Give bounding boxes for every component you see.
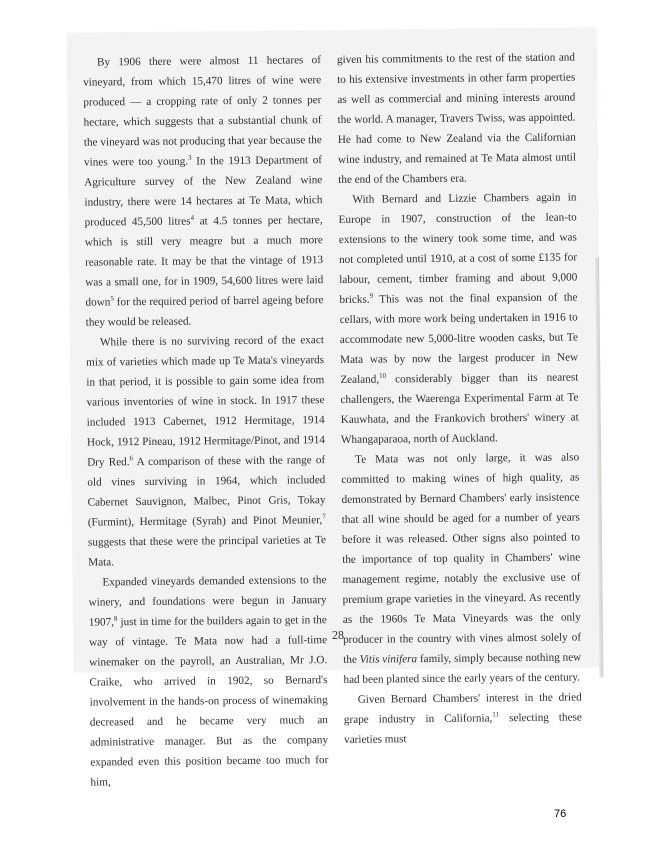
right-text-column <box>337 47 582 749</box>
footnote-reference: 7 <box>322 512 326 521</box>
text-run: considerably bigger than its nearest challengers, the Waerenga Experimental Farm at Te Kauwhata, and the Frankovich brothers' winery at Whangaparaoa, north of Auckland. <box>340 371 579 446</box>
text-run: suggests that these were the principal varieties at Te Mata. <box>87 534 327 569</box>
footnote-reference: 9 <box>369 291 374 300</box>
footnote-reference: 10 <box>379 371 387 380</box>
book-page-number: 28 <box>331 627 345 643</box>
text-run: In the 1913 Department of Agriculture survey of the New Zealand wine industry, there were 14 hectares at Te Mata, which produced 45,500 litres <box>84 154 323 229</box>
scanned-book-page <box>67 27 604 789</box>
text-run: at 4.5 tonnes per hectare, which is still very meagre but a much more reasonable rate. It may be that the vintage of 1913 was a small one, for in 1909, 54,600 litres were laid down <box>84 214 324 309</box>
text-run: just in time for the builders again to get in the way of vintage. Te Mata now had a full-time winemaker on the payroll, an Australian, Mr J.O. Craike, who arrived in 1902, so Bernard's involvement in the hands-on process of winemaking decreased and he became very much an administrative manager. But as the company expanded even this position became too much for him, <box>88 614 329 789</box>
document-page-number: 76 <box>554 808 567 820</box>
text-run: given his commitments to the rest of the station and to his extensive investments in other farm properties as well as commercial and mining interests around the world. A manager, Travers Twiss, was appointed. He had come to New Zealand via the Californian wine industry, and remained at Te Mata almost until the end of the Chambers era. <box>336 51 577 186</box>
text-run: for the required period of barrel ageing before they would be released. <box>85 294 324 329</box>
paragraph <box>88 570 328 792</box>
footnote-reference: 6 <box>129 454 134 463</box>
paragraph <box>344 687 583 749</box>
footnote-reference: 11 <box>492 710 500 719</box>
left-text-column <box>83 50 329 792</box>
text-run: family, simply because nothing new had been planted since the early years of the century. <box>343 651 582 686</box>
scan-edge-shadow <box>595 257 603 677</box>
text-run: By 1906 there were almost 11 hectares of vineyard, from which 15,470 litres of wine were produced — a cropping rate of only 2 tonnes per hectare, which suggests that a substantial chunk of the vineyard was not producing that year because the vines were too young. <box>83 54 322 169</box>
footnote-reference: 5 <box>110 294 114 303</box>
text-run: Given Bernard Chambers' interest in the dried grape industry in California, <box>343 691 582 726</box>
paragraph <box>83 50 324 332</box>
text-run: With Bernard and Lizzie Chambers again in Europe in 1907, construction of the lean-to extensions to the winery took some time, and was not completed until 1910, at a cost of some £135 for labour, cement, timber framing and about 9,000 bricks. <box>338 191 578 306</box>
footnote-reference: 4 <box>190 213 195 222</box>
text-run: A comparison of these with the range of old vines surviving in 1964, which included Cabernet Sauvignon, Malbec, Pinot Gris, Tokay (Furmint), Hermitage (Syrah) and Pinot Meunier, <box>87 454 326 529</box>
text-run: selecting these varieties must <box>344 711 582 746</box>
footnote-reference: 3 <box>188 153 192 162</box>
footnote-reference: 8 <box>113 614 118 623</box>
paragraph <box>341 447 582 689</box>
paragraph <box>337 47 576 189</box>
italic-term: Vitis vinifera <box>359 653 418 666</box>
text-run: Te Mata was not only large, it was also committed to making wines of high quality, as demonstrated by Bernard Chambers' early insistence that all wine should be aged for a number of years before it was released. Other signs also pointed to the importance of top quality in Chambers' wine management regime, notably the exclusive use of premium grape varieties in the vineyard. As recently as the 1960s Te Mata Vineyards was the only producer in the country with vines almost solely of the <box>341 451 582 666</box>
text-run: This was not the final expansion of the cellars, with more work being undertaken in 1916 to accommodate new 5,000-litre wooden casks, but Te Mata was by now the largest producer in New Zealand, <box>339 291 579 386</box>
text-run: Expanded vineyards demanded extensions to the winery, and foundations were begun in January 1907, <box>88 574 327 629</box>
paragraph <box>338 187 579 449</box>
paragraph <box>86 330 327 572</box>
text-run: While there is no surviving record of the exact mix of varieties which made up Te Mata's vineyards in that period, it is possible to gain some idea from various inventories of wine in stock. In 1917 these included 1913 Cabernet, 1912 Hermitage, 1914 Hock, 1912 Pineau, 1912 Hermitage/Pinot, and 1914 Dry Red. <box>86 334 326 469</box>
